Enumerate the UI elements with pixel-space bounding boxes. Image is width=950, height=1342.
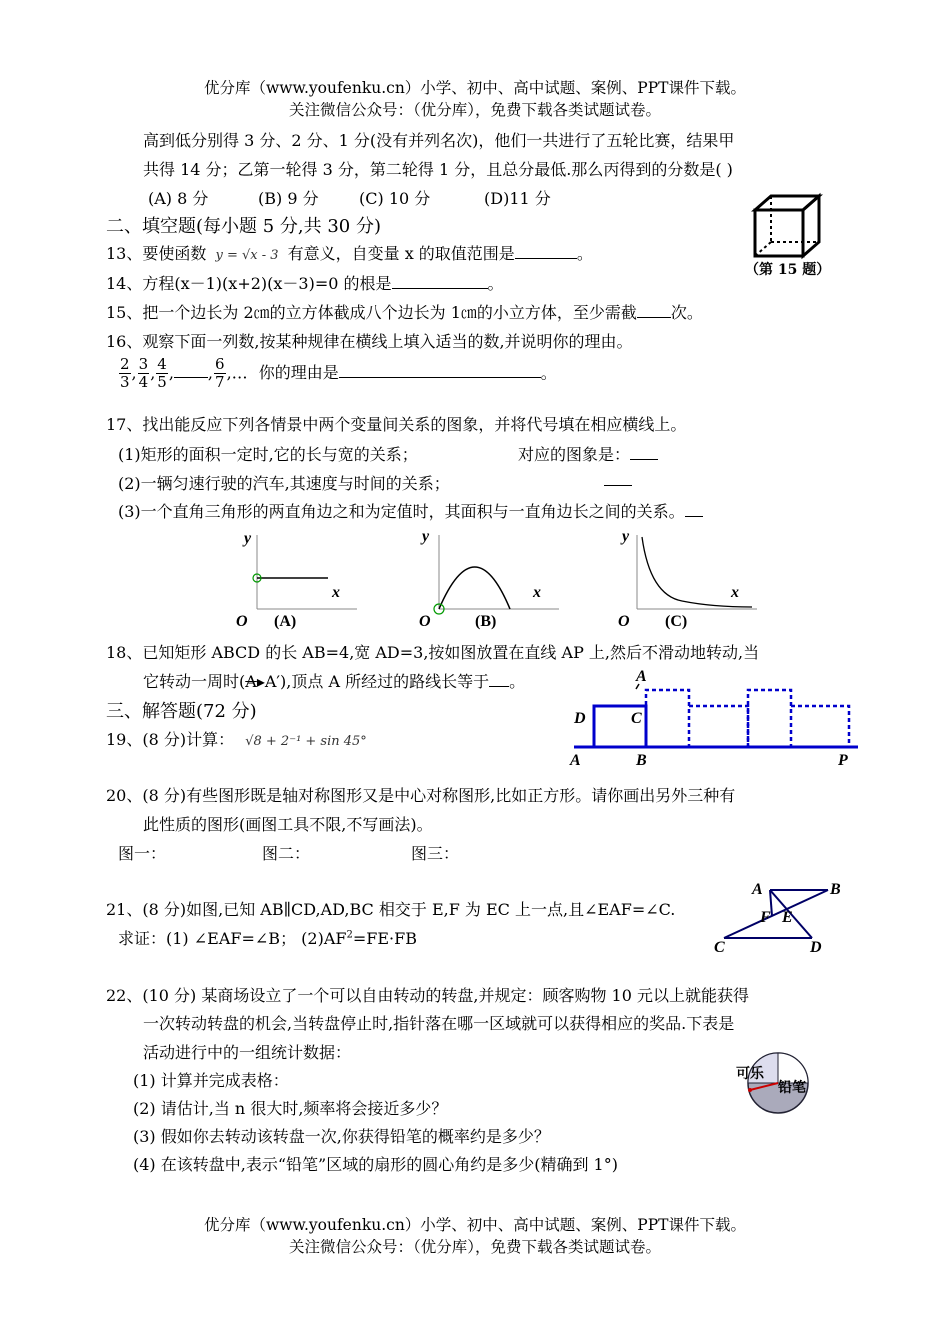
graph-c	[612, 525, 762, 631]
q13-blank	[515, 244, 577, 259]
q18-label-a-top: A	[636, 668, 647, 685]
q21-line2: 求证：(1) ∠EAF=∠B； $(2)AF^2=FE\cdot FB$	[118, 929, 417, 948]
q17-item2-blank	[604, 471, 632, 490]
q21-label-e: E	[782, 909, 793, 926]
q22-item2: (2) 请估计,当 n 很大时,频率将会接近多少？	[133, 1099, 448, 1118]
graph-a-origin: O	[236, 613, 248, 630]
q18-label-b: B	[636, 752, 647, 769]
q17-item1: (1)矩形的面积一定时,它的长与宽的关系；	[118, 445, 418, 464]
q19	[106, 727, 367, 750]
q17-item3: (3)一个直角三角形的两直角边之和为定值时，其面积与一直角边长之间的关系。	[118, 499, 703, 522]
q14	[106, 271, 504, 294]
graph-b-y-label: y	[422, 528, 430, 545]
q13-suffix: 有意义，自变量 x 的取值范围是	[287, 244, 515, 263]
q16-reason: 你的理由是	[258, 363, 339, 383]
q20-fig1: 图一：	[118, 844, 167, 863]
q21-label-b: B	[830, 881, 841, 898]
q12-option-a: (A) 8 分	[148, 189, 209, 208]
q19-formula: √8 + 2⁻¹ + sin 45°	[245, 734, 367, 749]
q14-end: 。	[487, 274, 504, 293]
q21-label-d: D	[810, 939, 822, 956]
footer-line1: 优分库（www.youfenku.cn）小学、初中、高中试题、案例、PPT课件下载。	[203, 1216, 747, 1234]
graph-b-x-label: x	[533, 584, 541, 601]
q16-fraction-4: $\frac{6}{7}$	[215, 355, 225, 392]
section2-title: 二、填空题(每小题 5 分,共 30 分)	[106, 216, 382, 237]
q20-line2: 此性质的图形(画图工具不限,不写画法)。	[143, 815, 433, 834]
section3-title: 三、解答题(72 分)	[106, 701, 257, 722]
spinner-figure	[730, 1048, 820, 1118]
q22-item4: (4) 在该转盘中,表示“铅笔”区域的扇形的圆心角约是多少(精确到 1°)	[133, 1155, 618, 1174]
q20-fig3: 图三：	[411, 844, 460, 863]
q18-line2: 它转动一周时(A▸A′),顶点 A 所经过的路线长等于 。	[143, 672, 526, 691]
q21-figure	[704, 876, 854, 956]
q16-fraction-3: $\frac{4}{5}$	[157, 355, 167, 392]
q12-line2: 共得 14 分；乙第一轮得 3 分，第二轮得 1 分，且总分最低.那么丙得到的分数是( )	[143, 160, 733, 179]
q16-dots: ,…	[226, 363, 248, 383]
q14-blank	[392, 274, 488, 289]
q16-end: 。	[540, 363, 557, 383]
q18-figure	[566, 665, 862, 769]
q21-label-c: C	[714, 939, 725, 956]
graph-c-x-label: x	[731, 584, 739, 601]
q13-end: 。	[576, 244, 593, 263]
spinner-label-cola: 可乐	[736, 1067, 764, 1082]
q13	[106, 241, 593, 264]
q16-fraction-1: $\frac{2}{3}$	[120, 355, 130, 392]
q13-formula: y = √x - 3	[215, 248, 279, 263]
footer-line2: 关注微信公众号：（优分库），免费下载各类试题试卷。	[288, 1238, 661, 1256]
q22-line1: 22、(10 分) 某商场设立了一个可以自由转动的转盘,并规定：顾客购物 10 元以上就能获得	[106, 986, 749, 1005]
q12-option-b: (B) 9 分	[258, 189, 319, 208]
graph-c-label: (C)	[665, 613, 688, 630]
q21-line1: 21、(8 分)如图,已知 AB∥CD,AD,BC 相交于 E,F 为 EC 上一点,且∠EAF=∠C.	[106, 900, 676, 919]
q12-option-d: (D)11 分	[484, 189, 551, 208]
q15-text: 15、把一个边长为 2㎝的立方体截成八个边长为 1㎝的小立方体，至少需截	[106, 303, 637, 322]
graph-b-origin: O	[419, 613, 431, 630]
graph-b	[414, 525, 564, 631]
graph-a-label: (A)	[274, 613, 297, 630]
q22-item3: (3) 假如你去转动该转盘一次,你获得铅笔的概率约是多少？	[133, 1127, 550, 1146]
q17-item1-tail: 对应的图象是：	[518, 442, 658, 465]
graph-c-origin: O	[618, 613, 630, 630]
q16-blank	[174, 363, 208, 378]
q15-end: 次。	[670, 303, 703, 322]
q20-fig2: 图二：	[262, 844, 311, 863]
header-line2: 关注微信公众号：（优分库），免费下载各类试题试卷。	[288, 101, 661, 119]
q14-text: 14、方程(x－1)(x+2)(x－3)=0 的根是	[106, 274, 392, 293]
spinner-label-pencil: 铅笔	[778, 1081, 806, 1096]
q12-option-c: (C) 10 分	[359, 189, 431, 208]
q15	[106, 300, 703, 323]
q15-blank	[637, 303, 671, 318]
q12-line1: 高到低分别得 3 分、2 分、1 分(没有并列名次)，他们一共进行了五轮比赛，结果甲	[143, 131, 735, 150]
q15-figure-caption: （第 15 题）	[745, 262, 831, 278]
q16-fraction-2: $\frac{3}{4}$	[138, 355, 149, 392]
q18-label-a: A	[570, 752, 581, 769]
graph-a	[232, 525, 362, 631]
q22-line2: 一次转动转盘的机会,当转盘停止时,指针落在哪一区域就可以获得相应的奖品.下表是	[143, 1014, 735, 1033]
q19-text: 19、(8 分)计算：	[106, 730, 235, 749]
q22-item1: (1) 计算并完成表格：	[133, 1071, 289, 1090]
q18-label-p: P	[838, 752, 848, 769]
q22-line3: 活动进行中的一组统计数据：	[143, 1043, 352, 1062]
q18-label-d: D	[574, 710, 586, 727]
q18-line1: 18、已知矩形 ABCD 的长 AB=4,宽 AD=3,按如图放置在直线 AP 上,然后不滑动地转动,当	[106, 643, 760, 662]
q16-text: 16、观察下面一列数,按某种规律在横线上填入适当的数,并说明你的理由。	[106, 332, 633, 351]
q16-reason-blank	[339, 363, 541, 378]
q17-item2: (2)一辆匀速行驶的汽车,其速度与时间的关系；	[118, 474, 450, 493]
q17-text: 17、找出能反应下列各情景中两个变量间关系的图象，并将代号填在相应横线上。	[106, 415, 687, 434]
q21-label-f: F	[760, 909, 771, 926]
graph-b-label: (B)	[475, 613, 497, 630]
q21-label-a: A	[752, 881, 763, 898]
q16-sequence: $\frac{2}{3}$ , $\frac{3}{4}$ , $\frac{4}{5}$ , , $\frac{6}{7}$ ,… 你的理由是 。	[120, 355, 557, 392]
graph-a-y-label: y	[244, 530, 252, 547]
q18-label-c: C	[631, 710, 642, 727]
graph-a-x-label: x	[332, 584, 340, 601]
graph-c-y-label: y	[622, 528, 630, 545]
q20-line1: 20、(8 分)有些图形既是轴对称图形又是中心对称图形,比如正方形。请你画出另外三种有	[106, 786, 736, 805]
header-line1: 优分库（www.youfenku.cn）小学、初中、高中试题、案例、PPT课件下载。	[203, 79, 747, 97]
q13-prefix: 13、要使函数	[106, 244, 207, 263]
